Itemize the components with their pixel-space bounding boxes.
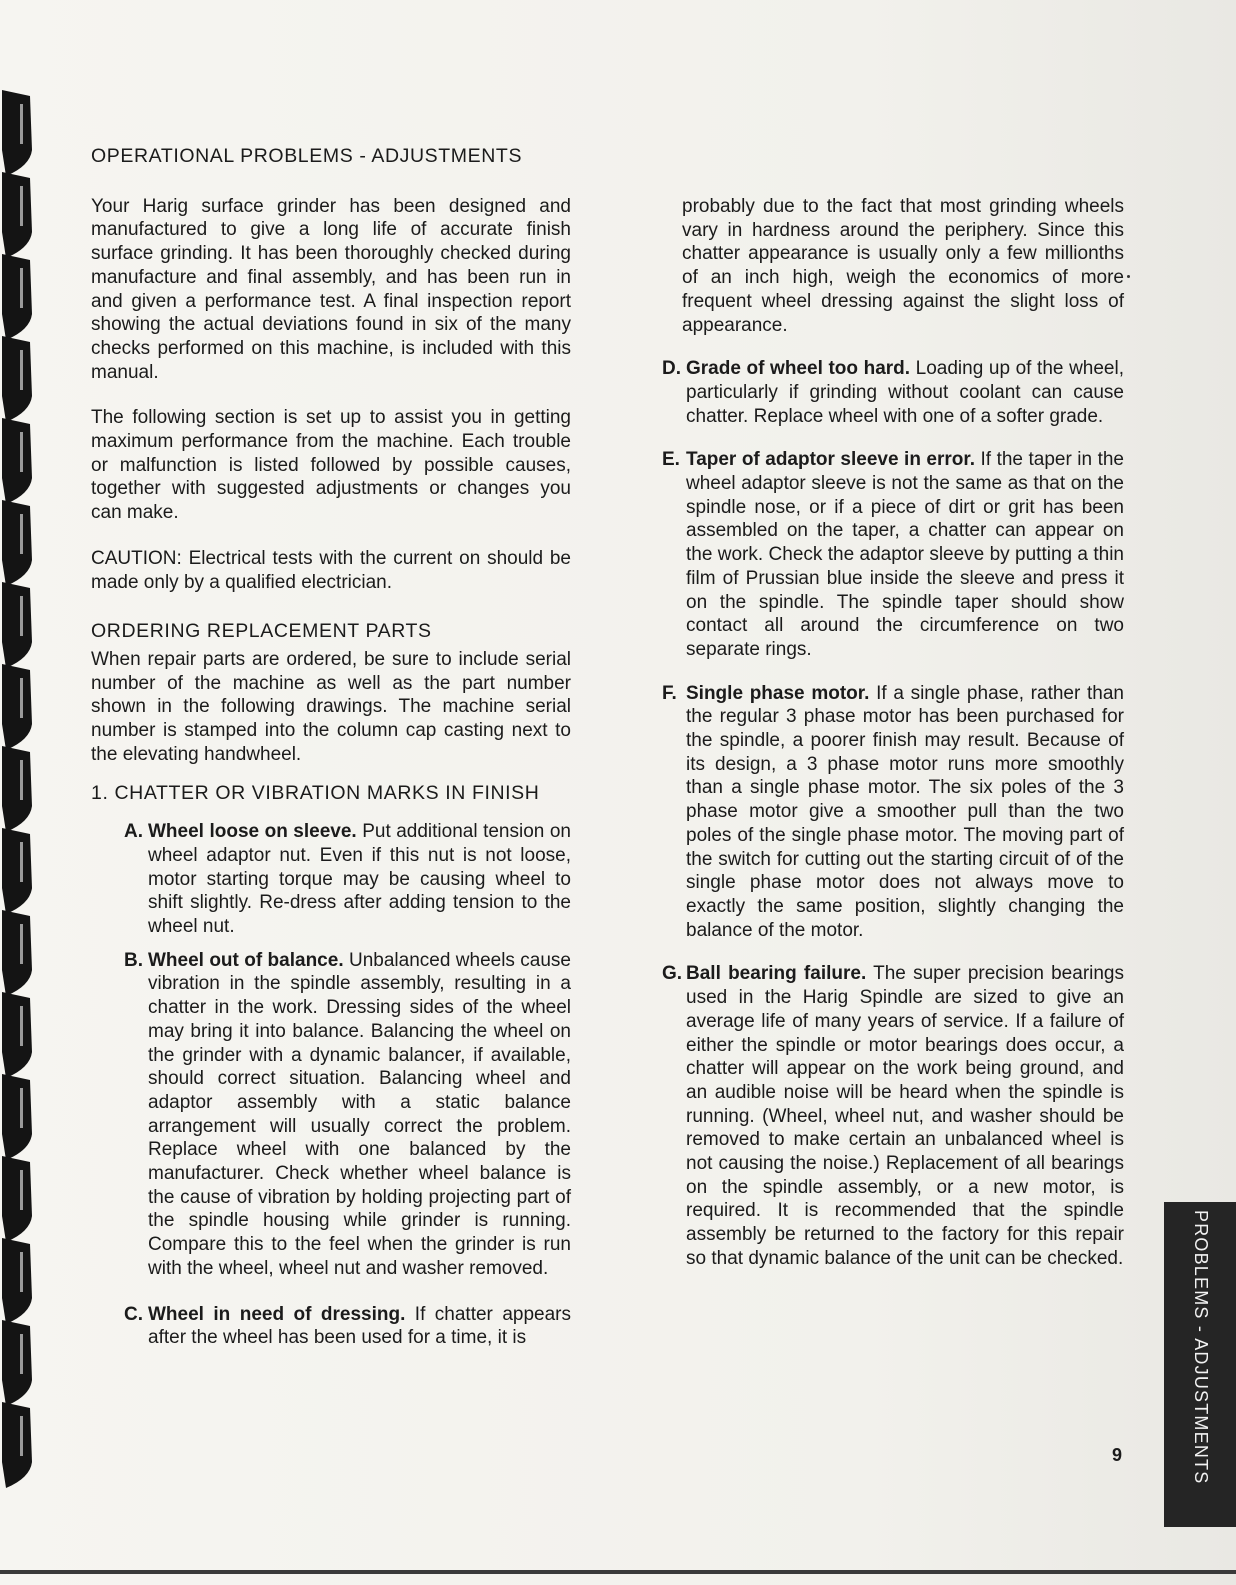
item-text: If chatter appears after the wheel has been used for a time, it is bbox=[148, 1303, 571, 1349]
item-title: Single phase motor. bbox=[686, 682, 870, 704]
item-title: Ball bearing failure. bbox=[686, 963, 867, 985]
item-text: The super precision bearings used in the Harig Spindle are sized to give an average life of many years of service. If a failure of either the spindle or motor bearings does occur, a chatter will appear on the work being ground, and an audible noise will be heard when the spindle is running. (Wheel, wheel nut, and washer should be removed to make certain an unbalanced wheel is not causing the noise.) Replacement of all bearings on the spindle assembly, or a new motor, is required. It is recommended that the spindle assembly be returned to the factory for this repair so that dynamic balance of the unit can be checked. bbox=[686, 963, 1124, 1269]
item-title: Grade of wheel too hard. bbox=[686, 358, 911, 380]
list-item bbox=[662, 962, 1124, 1270]
item-letter: F. bbox=[662, 682, 677, 704]
list-item bbox=[662, 682, 1124, 943]
spiral-binding bbox=[0, 90, 40, 1500]
item-letter: A. bbox=[124, 821, 143, 843]
list-item bbox=[124, 820, 571, 939]
heading-operational-problems: OPERATIONAL PROBLEMS - ADJUSTMENTS bbox=[91, 145, 523, 167]
item-text: Unbalanced wheels cause vibration in the spindle assembly, resulting in a chatter in the work. Dressing sides of the wheel may bring it into balance. Balancing the wheel on the grinder with a dynamic balancer, if available, should correct situation. Balancing wheel and adaptor assembly with a static balance arrangement will usually correct the problem. Replace wheel with one balanced by the manufacturer. Check whether wheel balance is the cause of vibration by holding projecting part of the spindle housing while grinder is running. Compare this to the feel when the grinder is run with the wheel, wheel nut and washer removed. bbox=[148, 949, 571, 1279]
item-letter: E. bbox=[662, 449, 680, 471]
heading-ordering-parts: ORDERING REPLACEMENT PARTS bbox=[91, 620, 432, 643]
list-item bbox=[662, 357, 1124, 428]
bottom-rule bbox=[0, 1570, 1236, 1574]
list-item bbox=[662, 448, 1124, 661]
section-paragraph: The following section is set up to assist you in getting maximum performance from the machine. Each trouble or malfunction is listed followed by possible causes, together with suggested adjustments or changes you can make. bbox=[91, 407, 571, 524]
print-speck bbox=[1127, 275, 1130, 278]
intro-paragraph: Your Harig surface grinder has been designed and manufactured to give a long life of accurate finish surface grinding. It has been thoroughly checked during manufacture and final assembly, and has been run in and given a performance test. A final inspection report showing the actual deviations found in six of the many checks performed on this machine, is included with this manual. bbox=[91, 195, 571, 383]
left-column bbox=[91, 145, 571, 1350]
page-number: 9 bbox=[1112, 1445, 1123, 1465]
item-letter: D. bbox=[662, 358, 681, 380]
list-item bbox=[124, 1303, 571, 1350]
continuation-paragraph: probably due to the fact that most grinding wheels vary in hardness around the periphery. Since this chatter appearance is usually only a few millionths of an inch high, weigh the economics of more frequent wheel dressing against the slight loss of appearance. bbox=[682, 196, 1124, 336]
item-text: If a single phase, rather than the regular 3 phase motor has been purchased for the spindle, a poorer finish may result. Because of its design, a 3 phase motor runs more smoothly than a single phase motor. The six poles of the 3 phase motor give a smoother pull than the two poles of the single phase motor. The moving part of the switch for cutting out the starting circuit of of the single phase motor does not always move to exactly the same position, slightly changing the balance of the motor. bbox=[686, 682, 1124, 941]
list-item bbox=[124, 949, 571, 1281]
item-text: Loading up of the wheel, particularly if grinding without coolant can cause chatter. Replace wheel with one of a softer grade. bbox=[686, 358, 1124, 427]
right-column bbox=[662, 195, 1124, 1271]
item-title: Wheel loose on sleeve. bbox=[148, 821, 357, 843]
item-letter: B. bbox=[124, 949, 143, 971]
ordering-paragraph: When repair parts are ordered, be sure to include serial number of the machine as well as the part number shown in the following drawings. The machine serial number is stamped into the column cap casting next to the elevating handwheel. bbox=[91, 648, 571, 765]
item-letter: C. bbox=[124, 1303, 143, 1325]
caution-paragraph: CAUTION: Electrical tests with the current on should be made only by a qualified electrician. bbox=[91, 547, 571, 593]
item-text: Put additional tension on wheel adaptor nut. Even if this nut is not loose, motor starting torque may be causing wheel to shift slightly. Re-dress after adding tension to the wheel nut. bbox=[148, 821, 571, 937]
item-text: If the taper in the wheel adaptor sleeve is not the same as that on the spindle nose, or if a piece of dirt or grit has been assembled on the taper, a chatter can appear on the work. Check the adaptor sleeve by putting a thin film of Prussian blue inside the sleeve and press it on the spindle. The spindle taper should show contact all around the circumference on two separate rings. bbox=[686, 449, 1124, 660]
item-title: Wheel in need of dressing. bbox=[148, 1303, 406, 1325]
section-side-tab bbox=[1164, 1202, 1236, 1527]
heading-chatter-vibration: 1. CHATTER OR VIBRATION MARKS IN FINISH bbox=[91, 782, 540, 805]
item-title: Taper of adaptor sleeve in error. bbox=[686, 449, 976, 471]
item-title: Wheel out of balance. bbox=[148, 949, 344, 971]
item-letter: G. bbox=[662, 963, 683, 985]
side-tab-label: PROBLEMS - ADJUSTMENTS bbox=[1191, 1210, 1211, 1485]
